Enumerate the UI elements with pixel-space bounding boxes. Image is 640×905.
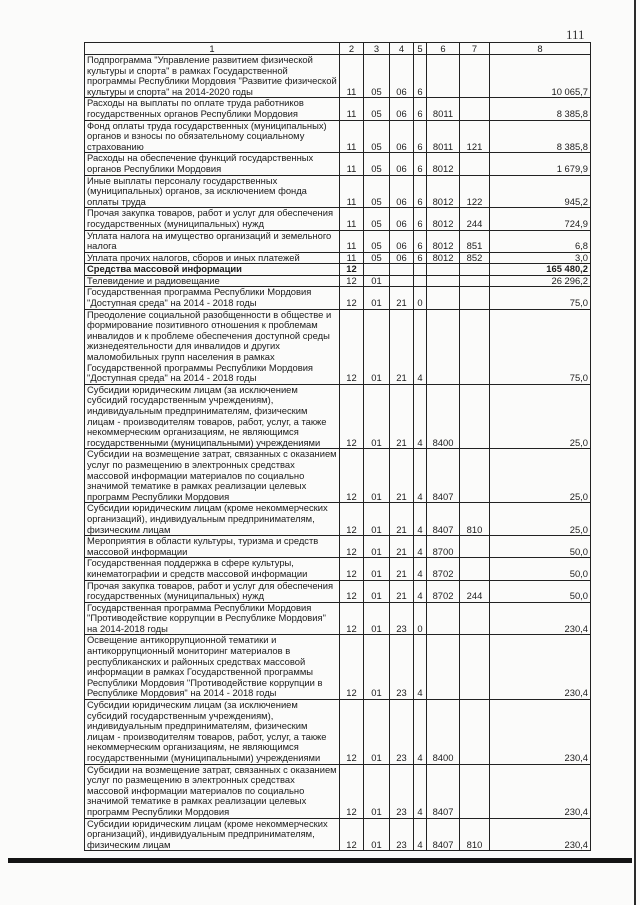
program-code — [390, 264, 414, 276]
expense-type-code: 851 — [460, 230, 490, 252]
expense-type-code — [460, 536, 490, 558]
subsection-code: 05 — [364, 153, 390, 175]
program-code: 21 — [390, 503, 414, 536]
item-description: Средства массовой информации — [85, 264, 340, 276]
item-description: Государственная поддержка в сфере культуры, кинематографии и средств массовой информации — [85, 558, 340, 580]
section-code: 11 — [340, 55, 364, 98]
section-code: 12 — [340, 503, 364, 536]
item-description: Субсидии юридическим лицам (кроме некоммерческих организаций), индивидуальным предпринимателям, физическим лицам — [85, 503, 340, 536]
item-description: Прочая закупка товаров, работ и услуг для обеспечения государственных (муниципальных) нужд — [85, 208, 340, 230]
subsection-code: 01 — [364, 275, 390, 287]
expense-code: 8012 — [427, 208, 460, 230]
subsection-code: 01 — [364, 536, 390, 558]
program-code: 06 — [390, 175, 414, 208]
amount: 3,0 — [490, 252, 591, 264]
amount: 8 385,8 — [490, 120, 591, 153]
expense-code: 8012 — [427, 230, 460, 252]
table-row — [85, 384, 591, 449]
subsection-code: 05 — [364, 55, 390, 98]
section-code: 12 — [340, 558, 364, 580]
table-row — [85, 700, 591, 765]
section-code: 11 — [340, 153, 364, 175]
program-code: 23 — [390, 818, 414, 851]
expense-type-code: 121 — [460, 120, 490, 153]
amount: 230,4 — [490, 764, 591, 818]
subprogram-code — [414, 264, 427, 276]
expense-type-code — [460, 264, 490, 276]
table-row — [85, 818, 591, 851]
column-header: 3 — [364, 43, 390, 55]
expense-code: 8407 — [427, 818, 460, 851]
section-code: 12 — [340, 275, 364, 287]
section-code: 12 — [340, 264, 364, 276]
amount: 945,2 — [490, 175, 591, 208]
section-code: 11 — [340, 98, 364, 120]
amount: 230,4 — [490, 818, 591, 851]
subsection-code: 01 — [364, 384, 390, 449]
table-row — [85, 635, 591, 700]
subprogram-code: 6 — [414, 230, 427, 252]
expense-code — [427, 275, 460, 287]
subsection-code: 05 — [364, 230, 390, 252]
subprogram-code: 4 — [414, 635, 427, 700]
expense-type-code: 810 — [460, 818, 490, 851]
expense-type-code: 122 — [460, 175, 490, 208]
page-number: 111 — [566, 27, 585, 42]
section-code: 11 — [340, 208, 364, 230]
column-header: 7 — [460, 43, 490, 55]
amount: 6,8 — [490, 230, 591, 252]
section-code: 12 — [340, 764, 364, 818]
amount: 8 385,8 — [490, 98, 591, 120]
amount: 75,0 — [490, 287, 591, 309]
expense-type-code — [460, 309, 490, 384]
subsection-code: 05 — [364, 208, 390, 230]
amount: 25,0 — [490, 503, 591, 536]
program-code: 21 — [390, 384, 414, 449]
item-description: Субсидии на возмещение затрат, связанных с оказанием услуг по размещению в электронных средствах массовой информации материалов по социально значимой тематике в рамках реализации целевых программ Республики Мордовия — [85, 449, 340, 503]
amount: 230,4 — [490, 700, 591, 765]
subprogram-code: 4 — [414, 818, 427, 851]
program-code: 23 — [390, 700, 414, 765]
item-description: Преодоление социальной разобщенности в обществе и формирование позитивного отношения к проблемам инвалидов и к проблеме обеспечения доступной среды жизнедеятельности для инвалидов и других маломобильных групп населения в рамках Государственной программы Республики Мордовия "Доступная среда" на 2014 - 2018 годы — [85, 309, 340, 384]
table-row — [85, 153, 591, 175]
amount: 724,9 — [490, 208, 591, 230]
table-row — [85, 230, 591, 252]
expense-type-code — [460, 98, 490, 120]
table-row — [85, 580, 591, 602]
subprogram-code — [414, 275, 427, 287]
amount: 1 679,9 — [490, 153, 591, 175]
program-code: 06 — [390, 120, 414, 153]
header-row — [85, 43, 591, 55]
subprogram-code: 4 — [414, 700, 427, 765]
amount: 230,4 — [490, 635, 591, 700]
scan-right-edge — [634, 0, 636, 905]
section-code: 12 — [340, 818, 364, 851]
section-code: 12 — [340, 580, 364, 602]
amount: 50,0 — [490, 580, 591, 602]
expense-type-code — [460, 635, 490, 700]
expense-code — [427, 264, 460, 276]
expense-code — [427, 287, 460, 309]
expense-code: 8700 — [427, 536, 460, 558]
expense-type-code — [460, 287, 490, 309]
subprogram-code: 4 — [414, 558, 427, 580]
table-row — [85, 558, 591, 580]
subsection-code: 05 — [364, 98, 390, 120]
program-code: 21 — [390, 536, 414, 558]
column-header: 4 — [390, 43, 414, 55]
expense-code: 8400 — [427, 700, 460, 765]
subsection-code: 05 — [364, 252, 390, 264]
subsection-code: 01 — [364, 635, 390, 700]
subsection-code: 05 — [364, 175, 390, 208]
subprogram-code: 0 — [414, 602, 427, 635]
section-code: 12 — [340, 384, 364, 449]
expense-type-code — [460, 275, 490, 287]
expense-type-code — [460, 700, 490, 765]
item-description: Прочая закупка товаров, работ и услуг для обеспечения государственных (муниципальных) нужд — [85, 580, 340, 602]
subprogram-code: 4 — [414, 449, 427, 503]
expense-code — [427, 55, 460, 98]
subsection-code: 01 — [364, 287, 390, 309]
column-header: 8 — [490, 43, 591, 55]
subsection-code: 01 — [364, 700, 390, 765]
section-code: 11 — [340, 175, 364, 208]
subprogram-code: 4 — [414, 764, 427, 818]
subsection-code: 01 — [364, 818, 390, 851]
amount: 26 296,2 — [490, 275, 591, 287]
section-code: 11 — [340, 230, 364, 252]
table-row — [85, 449, 591, 503]
program-code: 06 — [390, 55, 414, 98]
subprogram-code: 6 — [414, 208, 427, 230]
subprogram-code: 4 — [414, 503, 427, 536]
amount: 25,0 — [490, 384, 591, 449]
table-row — [85, 309, 591, 384]
expense-type-code — [460, 558, 490, 580]
amount: 75,0 — [490, 309, 591, 384]
subsection-code — [364, 264, 390, 276]
column-header: 2 — [340, 43, 364, 55]
column-header: 6 — [427, 43, 460, 55]
table-row — [85, 98, 591, 120]
expense-code — [427, 602, 460, 635]
expense-code — [427, 309, 460, 384]
budget-table — [84, 42, 591, 851]
program-code: 21 — [390, 309, 414, 384]
expense-type-code — [460, 384, 490, 449]
program-code: 06 — [390, 153, 414, 175]
subprogram-code: 4 — [414, 536, 427, 558]
section-code: 12 — [340, 287, 364, 309]
subsection-code: 01 — [364, 309, 390, 384]
table-row — [85, 208, 591, 230]
section-code: 12 — [340, 635, 364, 700]
expense-code: 8400 — [427, 384, 460, 449]
item-description: Субсидии юридическим лицам (за исключением субсидий государственным учреждениям), индивидуальным предпринимателям, физическим лицам - производителям товаров, работ, услуг, а также некоммерческим организациям, не являющимся государственными (муниципальными) учреждениями — [85, 700, 340, 765]
table-row — [85, 175, 591, 208]
section-code: 12 — [340, 536, 364, 558]
expense-type-code — [460, 153, 490, 175]
program-code: 23 — [390, 764, 414, 818]
section-code: 12 — [340, 309, 364, 384]
item-description: Подпрограмма "Управление развитием физической культуры и спорта" в рамках Государственной программы Республики Мордовия "Развитие физической культуры и спорта" на 2014-2020 годы — [85, 55, 340, 98]
subprogram-code: 4 — [414, 309, 427, 384]
program-code: 06 — [390, 230, 414, 252]
amount: 50,0 — [490, 536, 591, 558]
program-code: 06 — [390, 208, 414, 230]
item-description: Фонд оплаты труда государственных (муниципальных) органов и взносы по обязательному социальному страхованию — [85, 120, 340, 153]
expense-type-code: 852 — [460, 252, 490, 264]
section-code: 12 — [340, 700, 364, 765]
column-header: 1 — [85, 43, 340, 55]
expense-type-code: 244 — [460, 580, 490, 602]
table-row — [85, 55, 591, 98]
amount: 230,4 — [490, 602, 591, 635]
subprogram-code: 6 — [414, 98, 427, 120]
subprogram-code: 4 — [414, 580, 427, 602]
amount: 10 065,7 — [490, 55, 591, 98]
program-code: 23 — [390, 635, 414, 700]
item-description: Освещение антикоррупционной тематики и антикоррупционный мониторинг материалов в республиканских и районных средствах массовой информации в рамках Государственной программы Республики Мордовия "Противодействие коррупции в Республике Мордовия" на 2014 - 2018 годы — [85, 635, 340, 700]
expense-type-code: 244 — [460, 208, 490, 230]
expense-type-code: 810 — [460, 503, 490, 536]
table-row — [85, 287, 591, 309]
table-row — [85, 764, 591, 818]
expense-code: 8011 — [427, 120, 460, 153]
program-code: 06 — [390, 98, 414, 120]
program-code: 21 — [390, 558, 414, 580]
expense-code — [427, 635, 460, 700]
table-row — [85, 503, 591, 536]
table-row — [85, 536, 591, 558]
subsection-code: 01 — [364, 449, 390, 503]
expense-type-code — [460, 602, 490, 635]
expense-type-code — [460, 449, 490, 503]
expense-code: 8407 — [427, 449, 460, 503]
subprogram-code: 6 — [414, 120, 427, 153]
item-description: Государственная программа Республики Мордовия "Противодействие коррупции в Республике Мордовия" на 2014-2018 годы — [85, 602, 340, 635]
item-description: Уплата прочих налогов, сборов и иных платежей — [85, 252, 340, 264]
expense-code: 8702 — [427, 558, 460, 580]
subsection-code: 01 — [364, 503, 390, 536]
program-code — [390, 275, 414, 287]
subsection-code: 01 — [364, 764, 390, 818]
expense-code: 8012 — [427, 153, 460, 175]
expense-code: 8011 — [427, 98, 460, 120]
section-code: 12 — [340, 449, 364, 503]
item-description: Мероприятия в области культуры, туризма и средств массовой информации — [85, 536, 340, 558]
amount: 50,0 — [490, 558, 591, 580]
amount: 165 480,2 — [490, 264, 591, 276]
item-description: Уплата налога на имущество организаций и земельного налога — [85, 230, 340, 252]
subprogram-code: 6 — [414, 55, 427, 98]
item-description: Государственная программа Республики Мордовия "Доступная среда" на 2014 - 2018 годы — [85, 287, 340, 309]
program-code: 23 — [390, 602, 414, 635]
item-description: Иные выплаты персоналу государственных (муниципальных) органов, за исключением фонда оплаты труда — [85, 175, 340, 208]
item-description: Расходы на выплаты по оплате труда работников государственных органов Республики Мордовия — [85, 98, 340, 120]
subsection-code: 01 — [364, 602, 390, 635]
expense-type-code — [460, 55, 490, 98]
program-code: 21 — [390, 449, 414, 503]
section-code: 12 — [340, 602, 364, 635]
subsection-code: 01 — [364, 558, 390, 580]
table-row — [85, 120, 591, 153]
section-code: 11 — [340, 120, 364, 153]
table-row — [85, 264, 591, 276]
program-code: 06 — [390, 252, 414, 264]
item-description: Расходы на обеспечение функций государственных органов Республики Мордовия — [85, 153, 340, 175]
expense-code: 8407 — [427, 503, 460, 536]
scan-bottom-edge — [8, 858, 632, 863]
subprogram-code: 0 — [414, 287, 427, 309]
expense-code: 8702 — [427, 580, 460, 602]
item-description: Субсидии юридическим лицам (за исключением субсидий государственным учреждениям), индивидуальным предпринимателям, физическим лицам - производителям товаров, работ, услуг, а также некоммерческим организациям, не являющимся государственными (муниципальными) учреждениями — [85, 384, 340, 449]
column-header: 5 — [414, 43, 427, 55]
subprogram-code: 6 — [414, 252, 427, 264]
expense-code: 8407 — [427, 764, 460, 818]
section-code: 11 — [340, 252, 364, 264]
item-description: Субсидии юридическим лицам (кроме некоммерческих организаций), индивидуальным предпринимателям, физическим лицам — [85, 818, 340, 851]
item-description: Телевидение и радиовещание — [85, 275, 340, 287]
subprogram-code: 4 — [414, 384, 427, 449]
table-row — [85, 602, 591, 635]
amount: 25,0 — [490, 449, 591, 503]
expense-type-code — [460, 764, 490, 818]
program-code: 21 — [390, 287, 414, 309]
expense-code: 8012 — [427, 175, 460, 208]
subprogram-code: 6 — [414, 175, 427, 208]
table-row — [85, 275, 591, 287]
expense-code: 8012 — [427, 252, 460, 264]
subsection-code: 01 — [364, 580, 390, 602]
subsection-code: 05 — [364, 120, 390, 153]
program-code: 21 — [390, 580, 414, 602]
table-row — [85, 252, 591, 264]
item-description: Субсидии на возмещение затрат, связанных с оказанием услуг по размещению в электронных средствах массовой информации материалов по социально значимой тематике в рамках реализации целевых программ Республики Мордовия — [85, 764, 340, 818]
subprogram-code: 6 — [414, 153, 427, 175]
